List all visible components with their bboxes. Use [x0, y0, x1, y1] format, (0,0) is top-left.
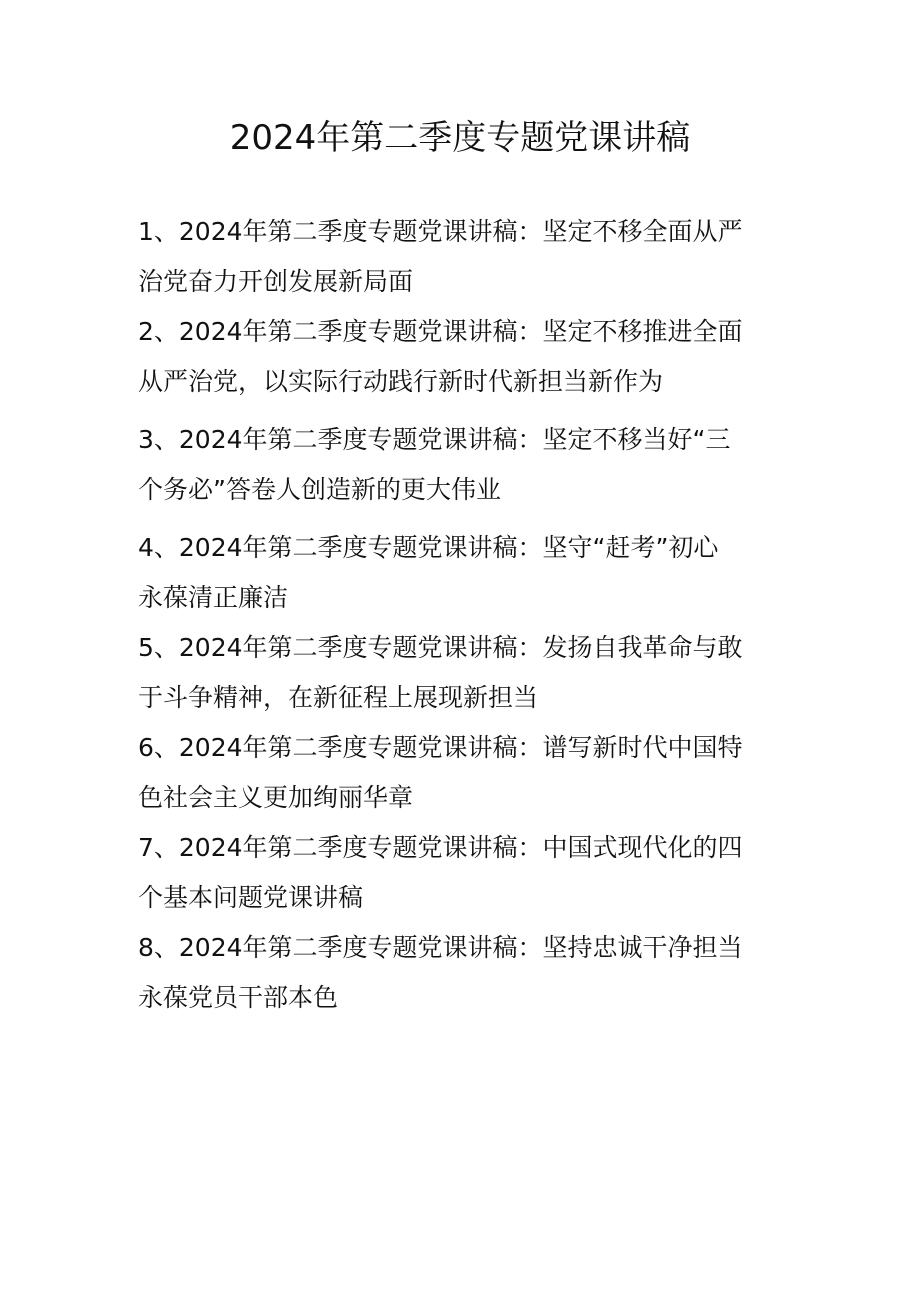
list-item-line: 1、2024年第二季度专题党课讲稿：坚定不移全面从严 — [138, 217, 743, 246]
list-item — [138, 923, 788, 1023]
list-item-line: 个基本问题党课讲稿 — [138, 883, 364, 912]
list-item-line: 治党奋力开创发展新局面 — [138, 267, 414, 296]
list-item-line: 色社会主义更加绚丽华章 — [138, 783, 414, 812]
list-item — [138, 307, 788, 407]
list-item — [138, 623, 788, 723]
list-item-line: 4、2024年第二季度专题党课讲稿：坚守“赶考”初心 — [138, 533, 719, 562]
list-item-line: 8、2024年第二季度专题党课讲稿：坚持忠诚干净担当 — [138, 933, 743, 962]
list-item-line: 6、2024年第二季度专题党课讲稿：谱写新时代中国特 — [138, 733, 743, 762]
list-item — [138, 207, 788, 307]
list-item — [138, 723, 788, 823]
list-item — [138, 523, 788, 623]
list-item-line: 7、2024年第二季度专题党课讲稿：中国式现代化的四 — [138, 833, 743, 862]
list-item — [138, 823, 788, 923]
list-item — [138, 415, 788, 515]
list-item-line: 从严治党，以实际行动践行新时代新担当新作为 — [138, 367, 664, 396]
list-item-line: 永葆清正廉洁 — [138, 583, 289, 612]
list-item-line: 个务必”答卷人创造新的更大伟业 — [138, 475, 501, 504]
list-item-line: 3、2024年第二季度专题党课讲稿：坚定不移当好“三 — [138, 425, 731, 454]
list-item-line: 5、2024年第二季度专题党课讲稿：发扬自我革命与敢 — [138, 633, 743, 662]
table-of-contents — [138, 207, 788, 1023]
list-item-line: 2、2024年第二季度专题党课讲稿：坚定不移推进全面 — [138, 317, 743, 346]
document-title: 2024年第二季度专题党课讲稿 — [229, 118, 691, 158]
list-item-line: 于斗争精神，在新征程上展现新担当 — [138, 683, 539, 712]
list-item-line: 永葆党员干部本色 — [138, 983, 339, 1012]
